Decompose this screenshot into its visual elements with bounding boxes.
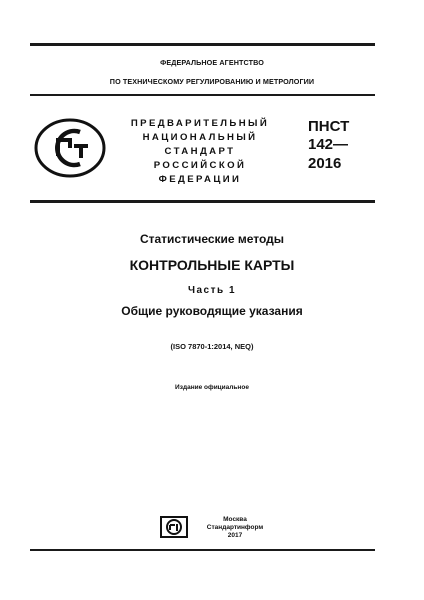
standard-type-line-5: ФЕДЕРАЦИИ bbox=[158, 174, 242, 185]
edition-note: Издание официальное bbox=[175, 384, 249, 391]
standard-type-line-4: РОССИЙСКОЙ bbox=[153, 160, 247, 171]
standartinform-logo-icon bbox=[160, 516, 188, 538]
publisher-city: Москва bbox=[223, 516, 247, 523]
designation-line-1: ПНСТ bbox=[308, 118, 350, 135]
publisher-year: 2017 bbox=[227, 532, 243, 539]
gost-logo-icon bbox=[34, 118, 106, 178]
main-title: КОНТРОЛЬНЫЕ КАРТЫ bbox=[129, 257, 295, 273]
subtitle: Общие руководящие указания bbox=[121, 304, 303, 318]
designation-line-3: 2016 bbox=[308, 155, 342, 172]
standard-type-line-1: ПРЕДВАРИТЕЛЬНЫЙ bbox=[130, 118, 270, 129]
part-label: Часть 1 bbox=[187, 285, 237, 296]
publisher-name: Стандартинформ bbox=[206, 524, 264, 531]
designation-line-2: 142— bbox=[308, 136, 349, 153]
top-rule bbox=[30, 43, 375, 46]
iso-reference: (ISO 7870-1:2014, NEQ) bbox=[170, 342, 254, 351]
header-divider bbox=[30, 94, 375, 96]
series-title: Статистические методы bbox=[139, 232, 285, 246]
standard-type-line-2: НАЦИОНАЛЬНЫЙ bbox=[142, 132, 258, 143]
agency-line-2: ПО ТЕХНИЧЕСКОМУ РЕГУЛИРОВАНИЮ И МЕТРОЛОГИИ bbox=[109, 77, 315, 86]
title-divider bbox=[30, 200, 375, 203]
bottom-rule bbox=[30, 549, 375, 551]
agency-line-1: ФЕДЕРАЛЬНОЕ АГЕНТСТВО bbox=[160, 58, 264, 67]
standard-type-line-3: СТАНДАРТ bbox=[164, 146, 236, 157]
